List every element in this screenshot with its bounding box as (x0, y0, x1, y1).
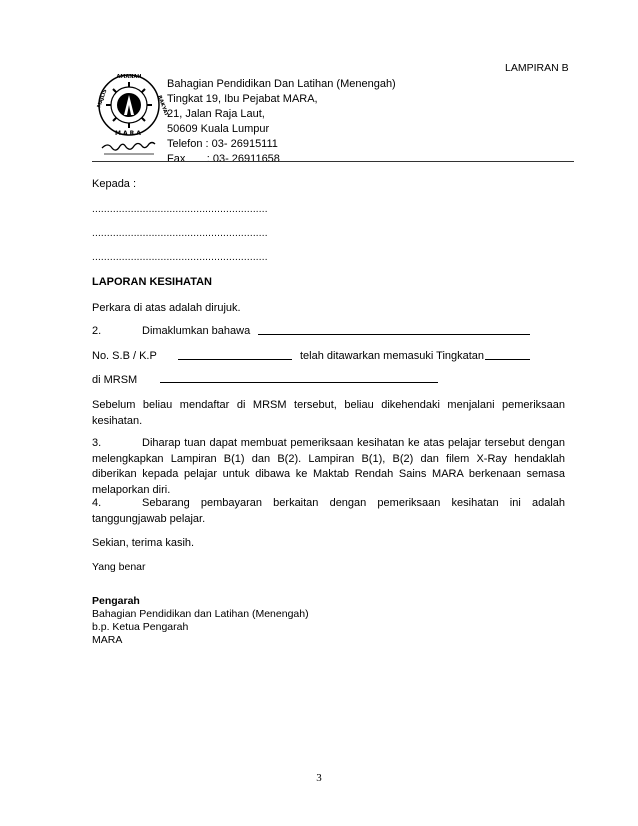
lampiran-label: LAMPIRAN B (505, 62, 569, 74)
address-block (167, 77, 396, 167)
perkara-text: Perkara di atas adalah dirujuk. (92, 302, 241, 314)
svg-text:RAKYAT: RAKYAT (156, 94, 170, 118)
form-blank-line (485, 359, 530, 360)
svg-text:MAJLIS: MAJLIS (96, 88, 109, 109)
id-blank-line (178, 359, 292, 360)
yang-benar-text: Yang benar (92, 561, 146, 573)
recipient-line-2: ........................................................... (92, 228, 268, 239)
signature-line: Bahagian Pendidikan dan Latihan (Menengah) (92, 608, 309, 620)
paragraph-4-text: Sebarang pembayaran berkaitan dengan pemeriksaan kesihatan ini adalah tanggungjawab pelajar. (92, 497, 565, 525)
name-blank-line (258, 334, 530, 335)
address-line: Bahagian Pendidikan Dan Latihan (Menengah) (167, 78, 396, 90)
mrsm-blank-line (160, 382, 438, 383)
header-divider (92, 161, 574, 162)
signature-line: b.p. Ketua Pengarah (92, 621, 189, 633)
nosbkp-label: No. S.B / K.P (92, 350, 157, 362)
svg-text:MARA: MARA (115, 130, 143, 137)
paragraph-3 (92, 436, 565, 498)
dimrsm-label: di MRSM (92, 374, 138, 386)
paragraph-2-text: Dimaklumkan bahawa (142, 325, 251, 337)
paragraph-number: 3. (92, 437, 102, 449)
signature-title: Pengarah (92, 595, 140, 607)
paragraph-3-text: Diharap tuan dapat membuat pemeriksaan kesihatan ke atas pelajar tersebut dengan melengkapkan Lampiran B(1) dan B(2). Lampiran B(1), B(2) dan filem X-Ray hendaklah diberikan kepada pelajar untuk dibawa ke Maktab Rendah Sains MARA berkenaan semasa melaporkan diri. (92, 437, 565, 496)
paragraph-number: 2. (92, 325, 102, 337)
address-line: Telefon : 03- 26915111 (167, 138, 278, 150)
paragraph-2 (92, 325, 250, 337)
sebelum-paragraph: Sebelum beliau mendaftar di MRSM tersebut, beliau dikehendaki menjalani pemeriksaan kesihatan. (92, 399, 565, 427)
address-line: Tingkat 19, Ibu Pejabat MARA, (167, 93, 318, 105)
signature-line: MARA (92, 634, 123, 646)
paragraph-number: 4. (92, 497, 102, 509)
heading-title: LAPORAN KESIHATAN (92, 276, 212, 288)
signature-block (92, 595, 309, 647)
paragraph-4 (92, 496, 565, 527)
address-line: 50609 Kuala Lumpur (167, 123, 270, 135)
address-line: Fax : 03- 26911658 (167, 153, 280, 165)
recipient-line-1: ........................................................... (92, 204, 268, 215)
recipient-line-3: ........................................................... (92, 252, 268, 263)
address-line: 21, Jalan Raja Laut, (167, 108, 265, 120)
page-number: 3 (316, 772, 322, 784)
offered-text: telah ditawarkan memasuki Tingkatan (300, 350, 485, 362)
closing-text: Sekian, terima kasih. (92, 537, 195, 549)
svg-text:AMANAH: AMANAH (116, 74, 142, 80)
mara-seal-icon (96, 72, 170, 160)
kepada-label: Kepada : (92, 178, 137, 190)
